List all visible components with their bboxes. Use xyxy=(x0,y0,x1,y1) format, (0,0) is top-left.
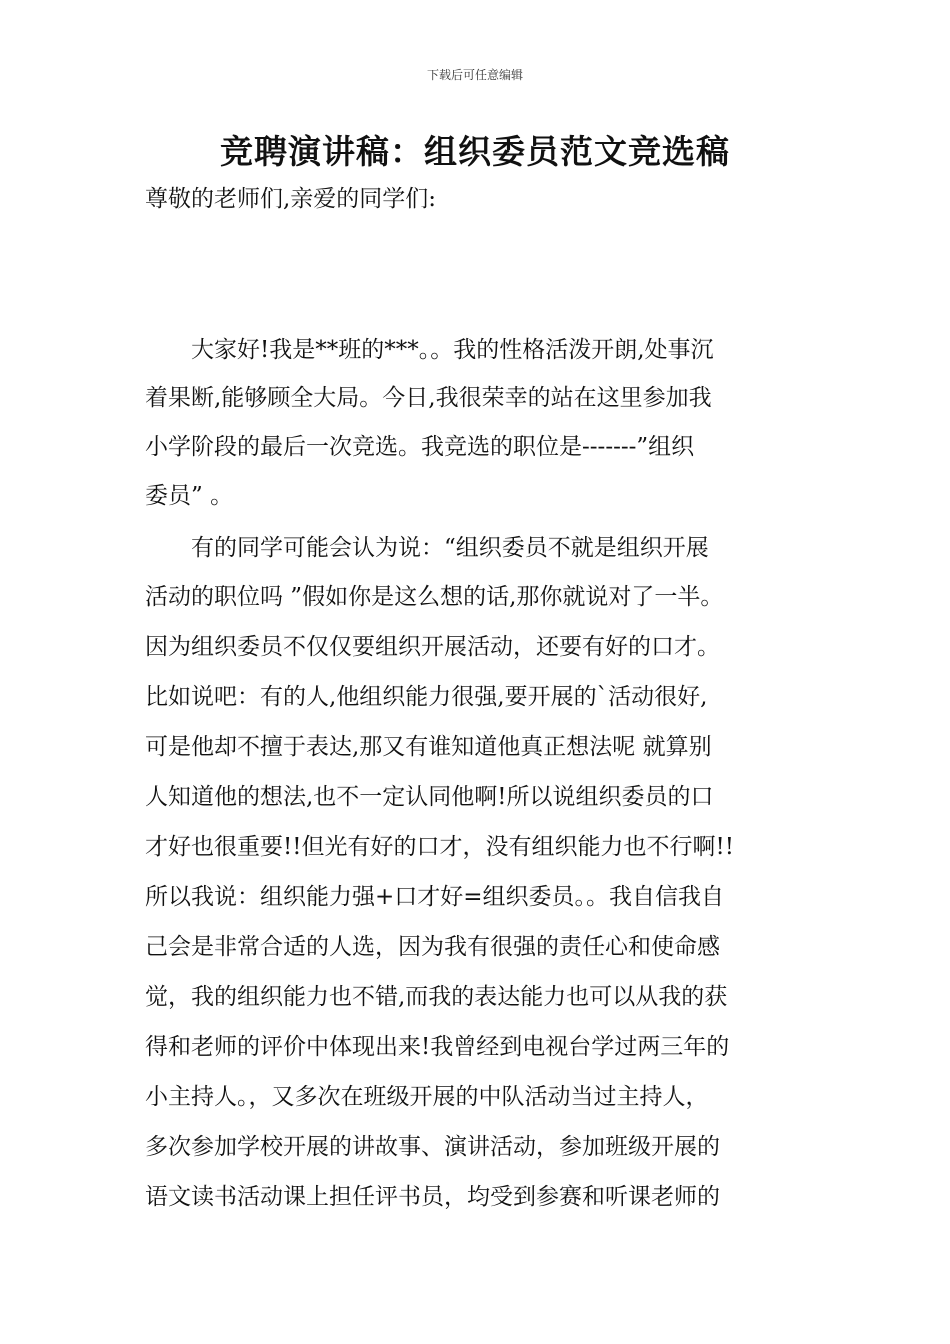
body-line: 可是他却不擅于表达,那又有谁知道他真正想法呢 就算别 xyxy=(145,734,712,760)
greeting-line: 尊敬的老师们,亲爱的同学们: xyxy=(145,186,437,212)
body-line: 比如说吧：有的人,他组织能力很强,要开展的`活动很好, xyxy=(145,684,708,710)
body-line: 因为组织委员不仅仅要组织开展活动，还要有好的口才。 xyxy=(145,634,720,660)
body-line: 语文读书活动课上担任评书员，均受到参赛和听课老师的 xyxy=(145,1184,720,1210)
body-line: 小学阶段的最后一次竞选。我竞选的职位是-------”组织 xyxy=(145,434,695,460)
body-line: 有的同学可能会认为说：“组织委员不就是组织开展 xyxy=(145,535,709,561)
header-note: 下载后可任意编辑 xyxy=(426,68,523,82)
body-line: 人知道他的想法,也不一定认同他啊!所以说组织委员的口 xyxy=(145,784,714,810)
body-line: 觉，我的组织能力也不错,而我的表达能力也可以从我的获 xyxy=(145,984,728,1010)
document-title: 竞聘演讲稿：组织委员范文竞选稿 xyxy=(220,132,730,171)
body-line: 己会是非常合适的人选，因为我有很强的责任心和使命感 xyxy=(145,934,720,960)
body-line: 才好也很重要!!但光有好的口才，没有组织能力也不行啊!! xyxy=(145,834,734,860)
body-line: 所以我说：组织能力强+口才好=组织委员。。我自信我自 xyxy=(145,884,725,910)
body-line: 委员” 。 xyxy=(145,483,234,509)
body-line: 着果断,能够顾全大局。今日,我很荣幸的站在这里参加我 xyxy=(145,385,712,411)
body-line: 小主持人。，又多次在班级开展的中队活动当过主持人， xyxy=(145,1084,709,1110)
body-line: 活动的职位吗 ”假如你是这么想的话,那你就说对了一半。 xyxy=(145,584,724,610)
body-line: 多次参加学校开展的讲故事、演讲活动，参加班级开展的 xyxy=(145,1134,720,1160)
body-line: 大家好!我是**班的***。。我的性格活泼开朗,处事沉 xyxy=(145,337,714,363)
body-line: 得和老师的评价中体现出来!我曾经到电视台学过两三年的 xyxy=(145,1034,730,1060)
